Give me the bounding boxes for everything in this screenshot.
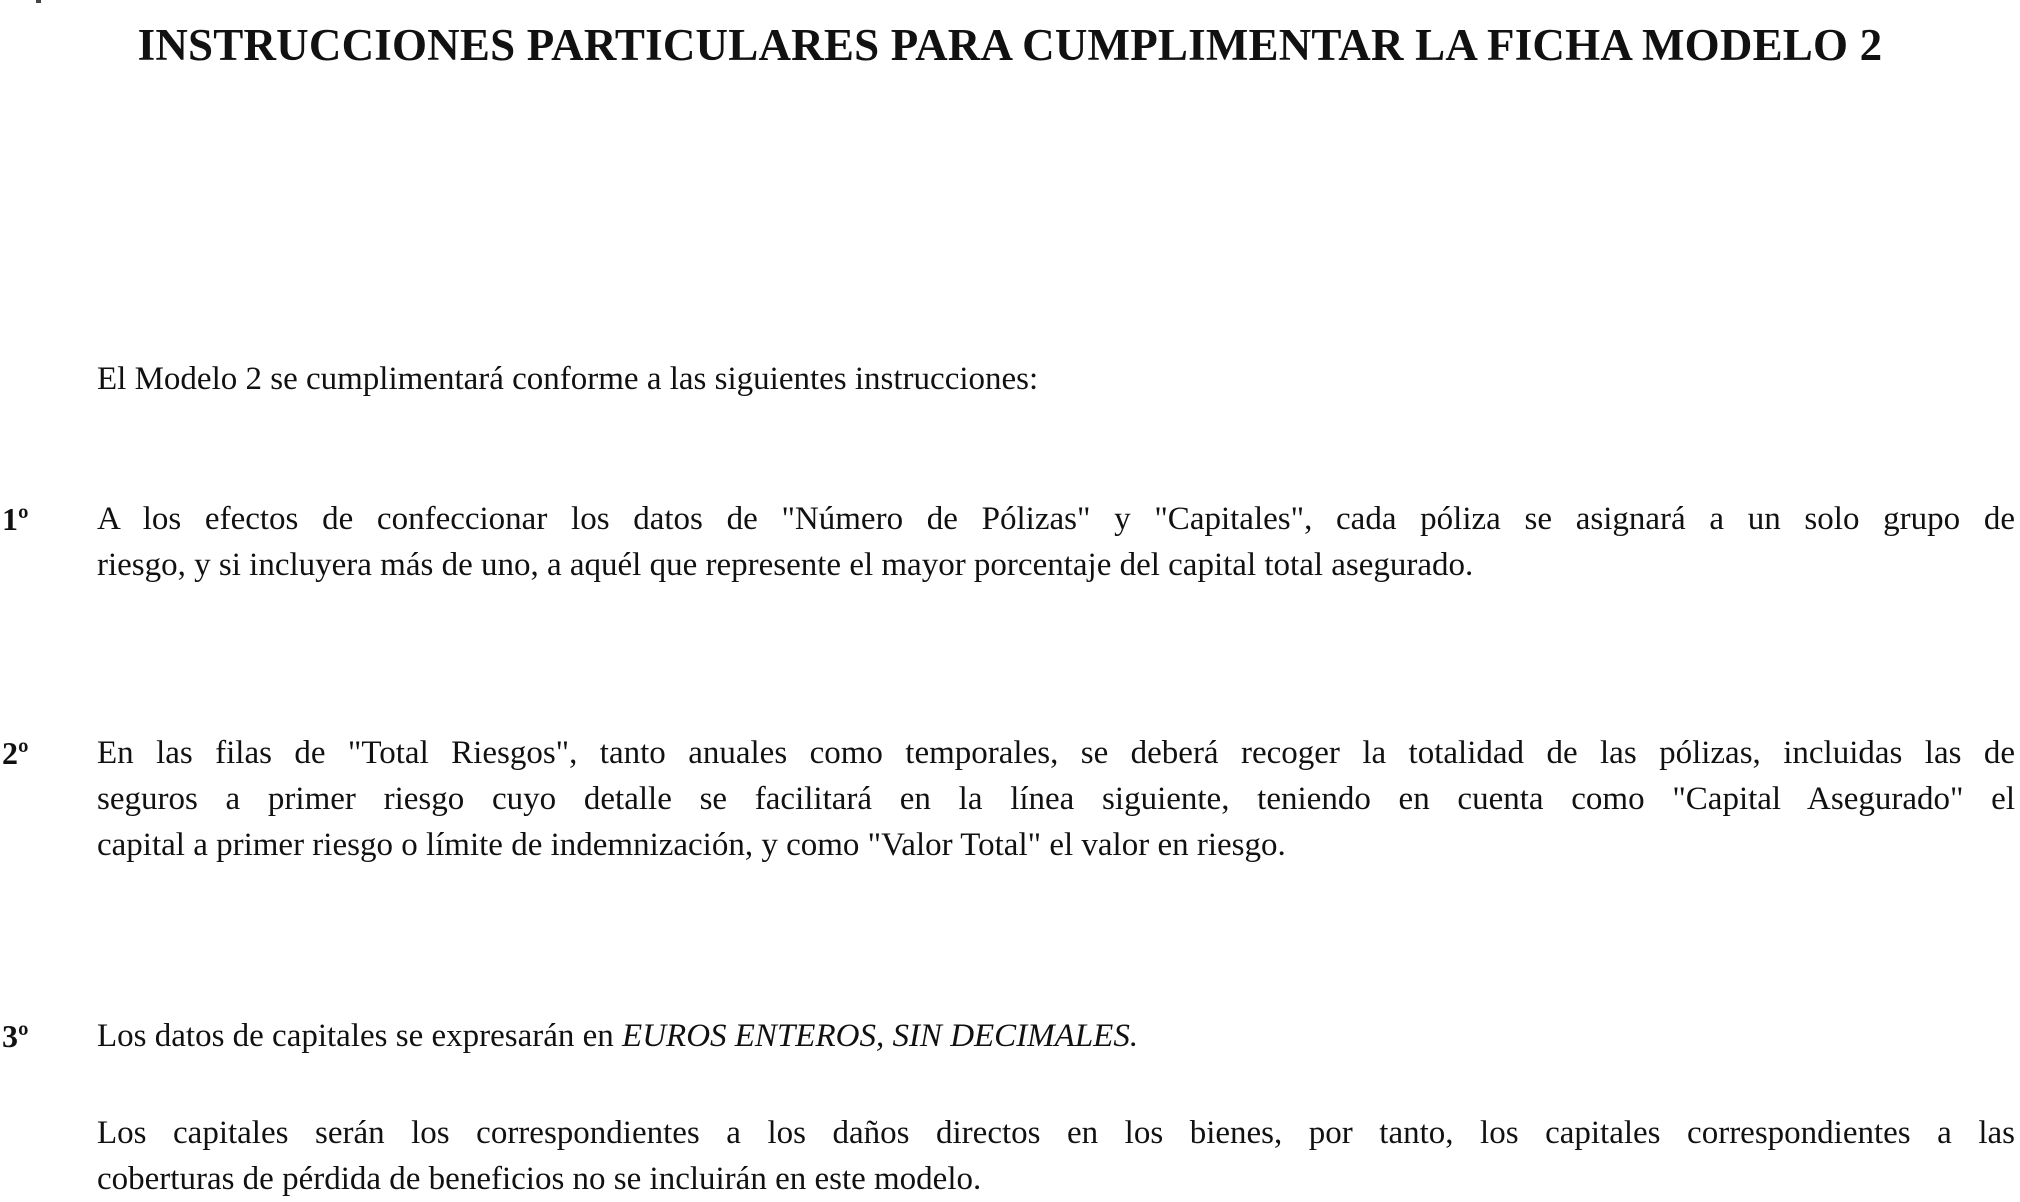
item-1-line-2: riesgo, y si incluyera más de uno, a aquél que represente el mayor porcentaje del capital total asegurado.	[97, 547, 1474, 583]
item-text-3	[97, 1013, 2015, 1059]
item-2-line-1: En las filas de "Total Riesgos", tanto anuales como temporales, se deberá recoger la totalidad de las pólizas, incluidas las de	[97, 735, 2015, 771]
item-1-line-1: A los efectos de confeccionar los datos de "Número de Pólizas" y "Capitales", cada póliza se asignará a un solo grupo de	[97, 501, 2015, 537]
item-3-text: Los datos de capitales se expresarán en	[97, 1018, 623, 1054]
item-number-2: 2º	[2, 735, 29, 771]
item-3-p2-line-1: Los capitales serán los correspondientes a los daños directos en los bienes, por tanto, los capitales correspondientes a las	[97, 1115, 2015, 1151]
item-number-3: 3º	[2, 1018, 29, 1054]
page-title: INSTRUCCIONES PARTICULARES PARA CUMPLIMENTAR LA FICHA MODELO 2	[137, 20, 1883, 70]
item-number-1: 1º	[2, 501, 29, 537]
item-text-2	[97, 730, 2015, 868]
item-2-line-3: capital a primer riesgo o límite de indemnización, y como "Valor Total" el valor en riesgo.	[97, 827, 1286, 863]
item-2-line-2: seguros a primer riesgo cuyo detalle se facilitará en la línea siguiente, teniendo en cuenta como "Capital Asegurado" el	[97, 781, 2015, 817]
item-text-3-paragraph-2	[97, 1110, 2015, 1202]
scan-mark	[36, 0, 41, 3]
item-3-p2-line-2: coberturas de pérdida de beneficios no se incluirán en este modelo.	[97, 1161, 982, 1197]
item-text-1	[97, 496, 2015, 588]
intro-text: El Modelo 2 se cumplimentará conforme a las siguientes instrucciones:	[97, 361, 1039, 397]
item-3-line-1	[97, 1013, 2015, 1059]
item-3-emphasis: EUROS ENTEROS, SIN DECIMALES.	[622, 1018, 1139, 1054]
